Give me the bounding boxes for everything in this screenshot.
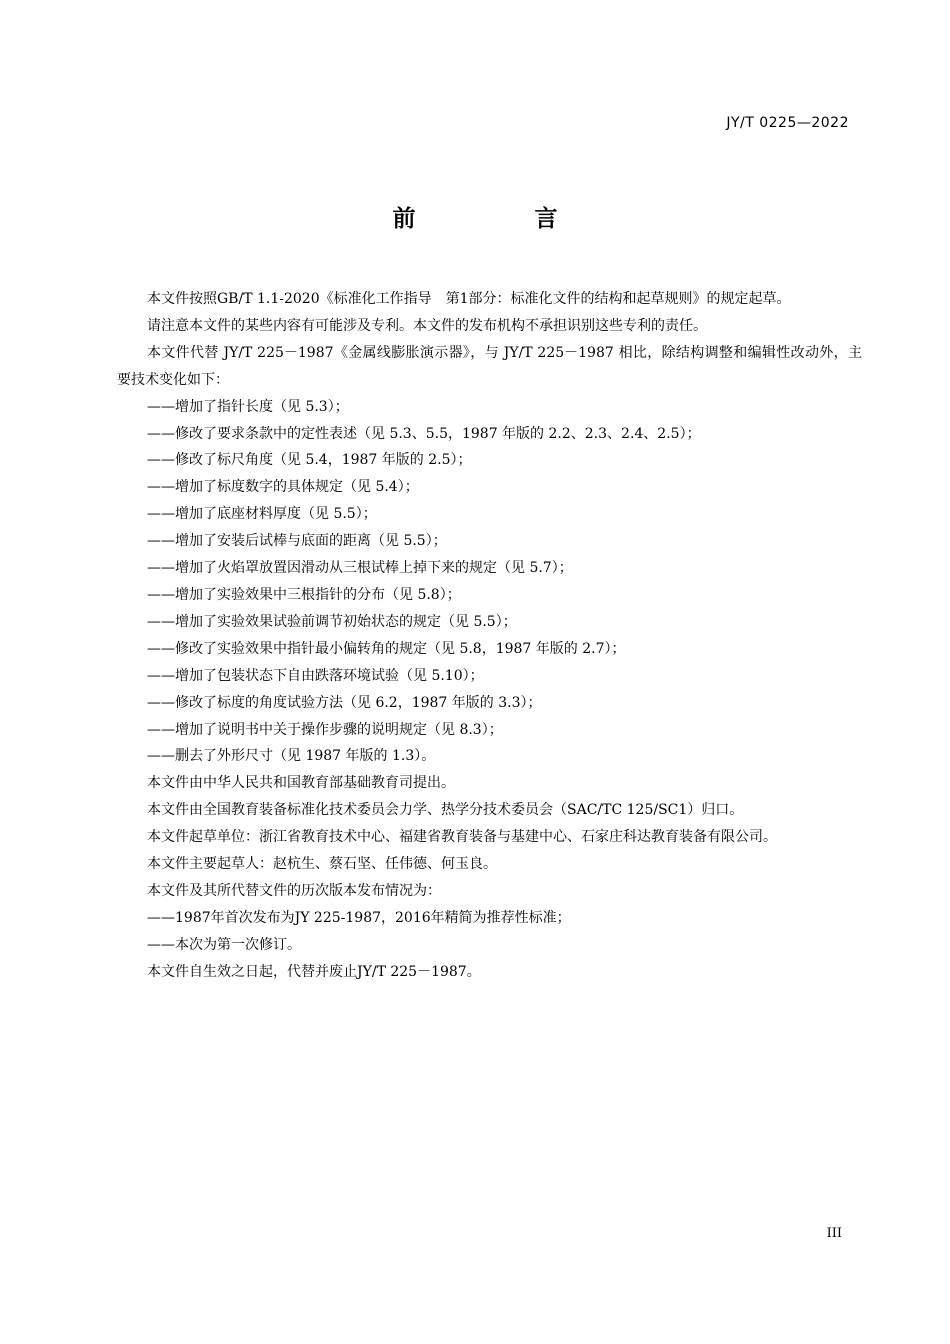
paragraph: 本文件由全国教育装备标准化技术委员会力学、热学分技术委员会（SAC/TC 125/SC1）归口。 <box>147 802 744 819</box>
paragraph: 请注意本文件的某些内容有可能涉及专利。本文件的发布机构不承担识别这些专利的责任。 <box>147 317 707 334</box>
paragraph: 本文件按照GB/T 1.1-2020《标准化工作指导 第1部分：标准化文件的结构和起草规则》的规定起草。 <box>147 291 791 307</box>
page-number: III <box>826 1226 842 1241</box>
list-item: ——增加了包装状态下自由跌落环境试验（见 5.10）； <box>147 667 484 684</box>
list-item: ——增加了安装后试棒与底面的距离（见 5.5）； <box>147 533 447 550</box>
document-code: JY/T 0225—2022 <box>726 115 849 131</box>
paragraph: 本文件起草单位：浙江省教育技术中心、福建省教育装备与基建中心、石家庄科达教育装备有限公司。 <box>147 829 777 846</box>
list-item: ——本次为第一次修订。 <box>147 936 301 953</box>
paragraph: 本文件由中华人民共和国教育部基础教育司提出。 <box>147 775 455 792</box>
list-item: ——增加了实验效果试验前调节初始状态的规定（见 5.5）； <box>147 613 517 630</box>
page-title: 前 言 <box>392 206 606 232</box>
list-item: ——增加了实验效果中三根指针的分布（见 5.8）； <box>147 586 461 603</box>
list-item: ——修改了实验效果中指针最小偏转角的规定（见 5.8，1987 年版的 2.7）； <box>147 640 626 657</box>
list-item: ——删去了外形尺寸（见 1987 年版的 1.3）。 <box>147 748 436 765</box>
paragraph: 本文件及其所代替文件的历次版本发布情况为： <box>147 882 441 899</box>
paragraph: 本文件自生效之日起，代替并废止JY/T 225－1987。 <box>147 963 481 980</box>
list-item: ——修改了要求条款中的定性表述（见 5.3、5.5，1987 年版的 2.2、2.3、2.4、2.5）； <box>147 425 701 442</box>
paragraph: 本文件主要起草人：赵杭生、蔡石坚、任伟德、何玉良。 <box>147 856 497 873</box>
paragraph: 本文件代替 JY/T 225－1987《金属线膨胀演示器》，与 JY/T 225－1987 相比，除结构调整和编辑性改动外，主要技术变化如下： <box>117 344 862 388</box>
list-item: ——增加了底座材料厚度（见 5.5）； <box>147 506 377 523</box>
list-item: ——1987年首次发布为JY 225-1987，2016年精简为推荐性标准； <box>147 909 571 926</box>
list-item: ——增加了说明书中关于操作步骤的说明规定（见 8.3）； <box>147 721 503 738</box>
list-item: ——增加了指针长度（见 5.3）； <box>147 398 349 415</box>
foreword-body <box>117 286 862 986</box>
list-item: ——增加了标度数字的具体规定（见 5.4）； <box>147 479 419 496</box>
list-item: ——增加了火焰罩放置因滑动从三根试棒上掉下来的规定（见 5.7）； <box>147 560 573 577</box>
list-item: ——修改了标度的角度试验方法（见 6.2，1987 年版的 3.3）； <box>147 694 542 711</box>
list-item: ——修改了标尺角度（见 5.4，1987 年版的 2.5）； <box>147 452 472 469</box>
